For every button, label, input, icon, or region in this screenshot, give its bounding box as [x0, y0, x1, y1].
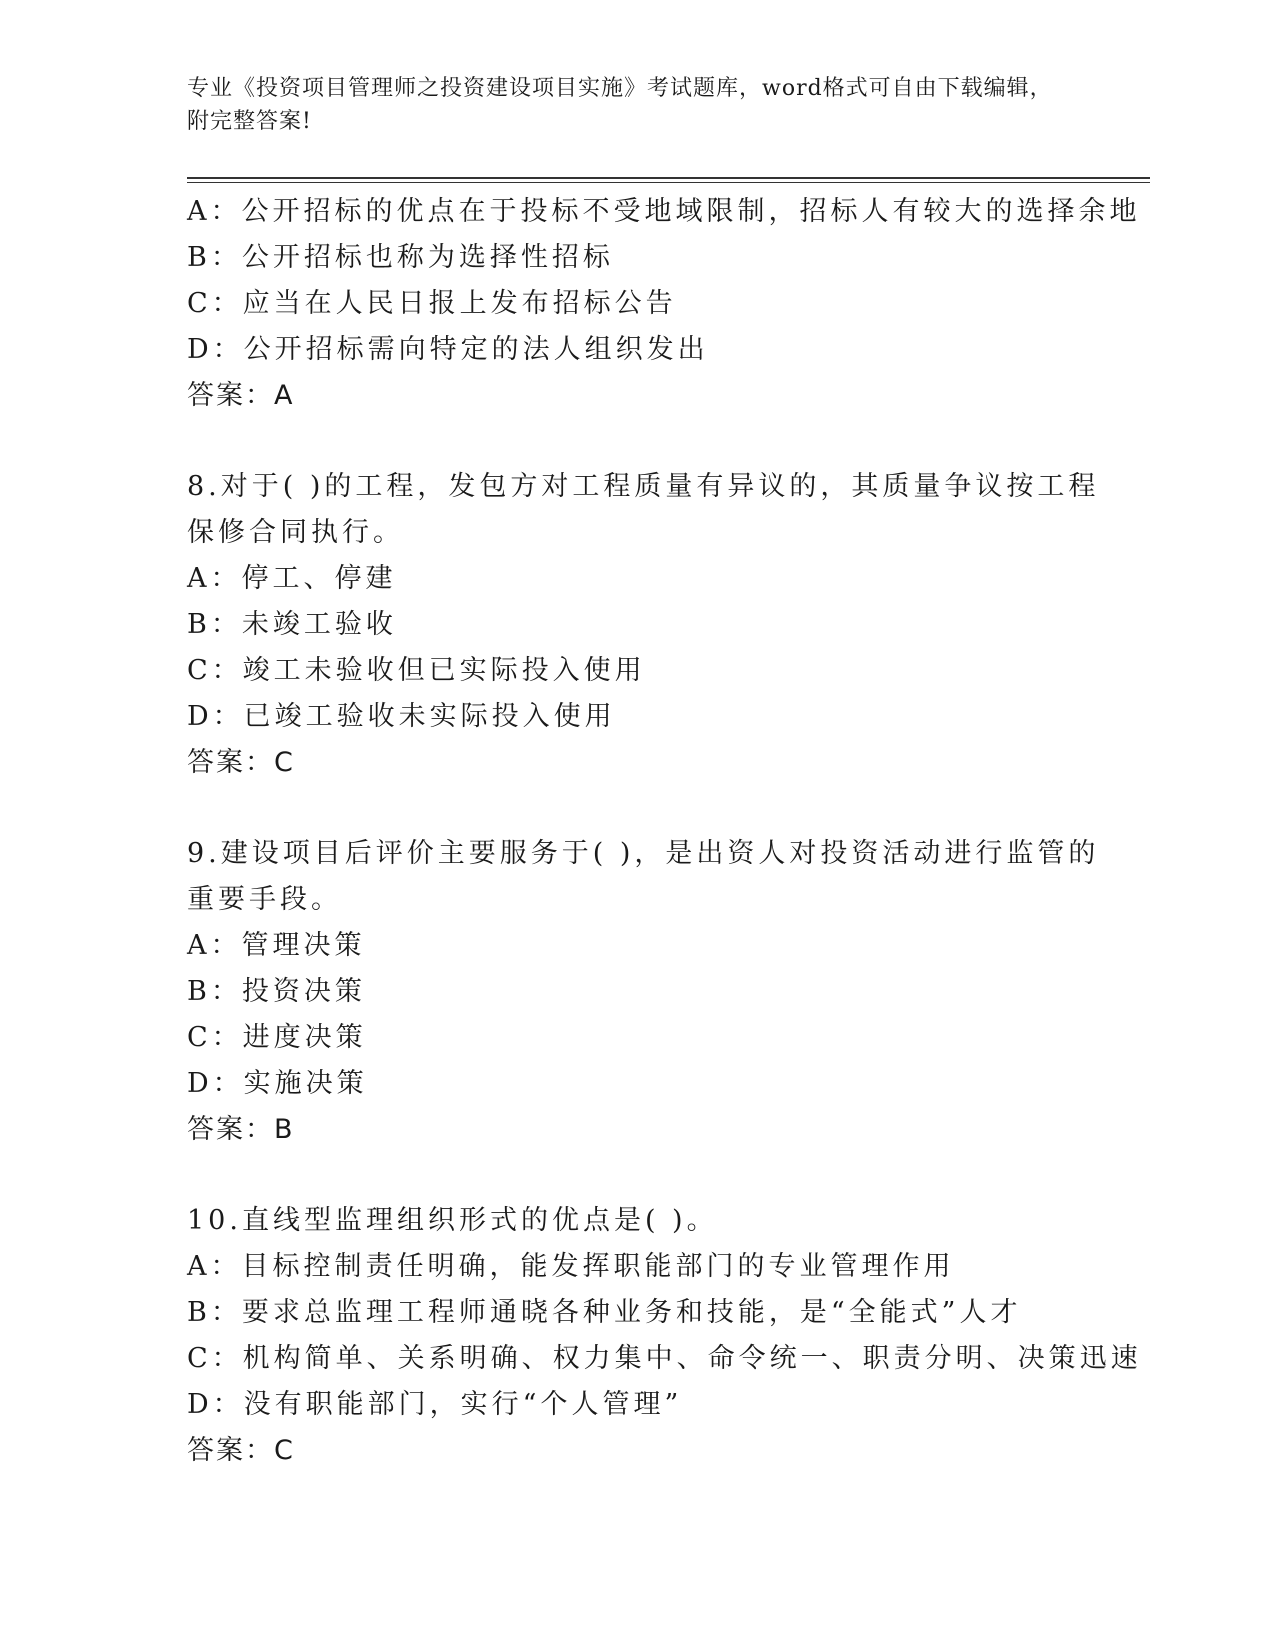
option-c: C：竣工未验收但已实际投入使用: [187, 655, 646, 686]
option-c: C：进度决策: [187, 1022, 367, 1053]
document-header: 专业《投资项目管理师之投资建设项目实施》考试题库，word格式可自由下载编辑，附完整答案!: [187, 76, 1053, 134]
option-b: B：投资决策: [187, 976, 366, 1007]
answer-line: 答案：B: [187, 1114, 295, 1145]
question-prev: [187, 189, 1141, 419]
question-stem-line2: 重要手段。: [187, 884, 342, 915]
question-8: [187, 464, 1100, 786]
question-stem-line1: 10.直线型监理组织形式的优点是( )。: [187, 1205, 718, 1236]
question-list: [187, 189, 1142, 1474]
answer-line: 答案：C: [187, 747, 295, 778]
header-rule-thin: [187, 182, 1150, 183]
spacer: [187, 1153, 1087, 1198]
question-stem-line1: 8.对于( )的工程，发包方对工程质量有异议的，其质量争议按工程: [187, 471, 1100, 502]
question-9: [187, 831, 1100, 1153]
option-a: A：管理决策: [187, 930, 366, 961]
option-b: B：公开招标也称为选择性招标: [187, 242, 614, 273]
option-b: B：未竣工验收: [187, 609, 397, 640]
option-a: A：停工、停建: [187, 563, 397, 594]
answer-line: 答案：A: [187, 380, 295, 411]
spacer: [187, 419, 1087, 464]
option-c: C：应当在人民日报上发布招标公告: [187, 288, 677, 319]
question-stem-line1: 9.建设项目后评价主要服务于( )，是出资人对投资活动进行监管的: [187, 838, 1100, 869]
option-a: A：公开招标的优点在于投标不受地域限制，招标人有较大的选择余地: [187, 196, 1141, 227]
spacer: [187, 786, 1087, 831]
answer-line: 答案：C: [187, 1435, 295, 1466]
option-c: C：机构简单、关系明确、权力集中、命令统一、职责分明、决策迅速: [187, 1343, 1142, 1374]
question-stem-line2: 保修合同执行。: [187, 517, 404, 548]
option-d: D：实施决策: [187, 1068, 368, 1099]
header-rule-thick: [187, 177, 1150, 179]
option-b: B：要求总监理工程师通晓各种业务和技能，是“全能式”人才: [187, 1297, 1022, 1328]
question-10: [187, 1198, 1142, 1474]
option-a: A：目标控制责任明确，能发挥职能部门的专业管理作用: [187, 1251, 955, 1282]
option-d: D：已竣工验收未实际投入使用: [187, 701, 616, 732]
option-d: D：公开招标需向特定的法人组织发出: [187, 334, 709, 365]
option-d: D：没有职能部门，实行“个人管理”: [187, 1389, 683, 1420]
